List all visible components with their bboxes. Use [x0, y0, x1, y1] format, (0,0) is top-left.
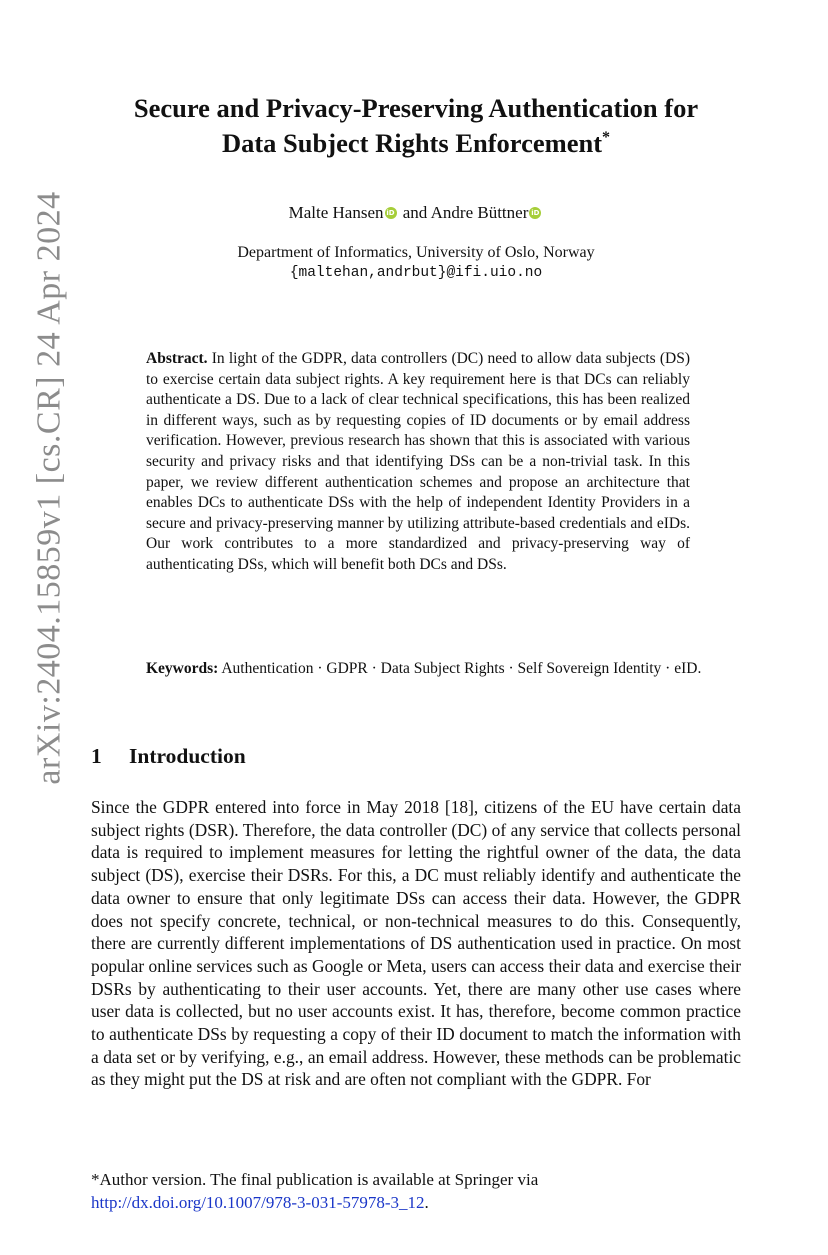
author-name: Malte Hansen — [288, 203, 384, 222]
orcid-icon[interactable]: iD — [386, 209, 395, 217]
footnote — [91, 1169, 741, 1214]
affiliation: Department of Informatics, University of Oslo, Norway — [237, 244, 595, 261]
author-list — [80, 202, 752, 224]
arxiv-identifier: arXiv:2404.15859v1 [cs.CR] 24 Apr 2024 — [31, 191, 68, 785]
introduction-paragraph: Since the GDPR entered into force in May 2018 [18], citizens of the EU have certain data subject rights (DSR). Therefore, the data controller (DC) of any service that collects personal data is required to implement measures for letting the rightful owner of the data, the data subject (DS), exercise their DSRs. For this, a DC must reliably identify and authenticate the data owner to ensure that only legitimate DSs can access their data. However, the GDPR does not specify concrete, technical, or non-technical measures to do this. Consequently, there are currently different implementations of DS authentication used in practice. On most popular online services such as Google or Meta, users can access their data and exercise their DSRs by authenticating to their user accounts. Yet, there are many other use cases where user data is collected, but no user accounts exist. It has, therefore, become common practice to authenticate DSs by requesting a copy of their ID document to match the information with a data set or by verifying, e.g., an email address. However, these methods can be problematic as they might put the DS at risk and are often not compliant with the GDPR. For — [91, 797, 741, 1090]
doi-link[interactable]: http://dx.doi.org/10.1007/978-3-031-57978-3_12 — [91, 1192, 425, 1212]
section-title: Introduction — [129, 744, 246, 768]
keywords-label: Keywords: — [146, 660, 219, 677]
abstract-text: In light of the GDPR, data controllers (DC) need to allow data subjects (DS) to exercise certain data subject rights. A key requirement here is that DCs can reliably authenticate a DS. Due to a lack of clear technical specifications, this has been realized in different ways, such as by requesting copies of ID documents or by email address verification. However, previous research has shown that this is associated with various security and privacy risks and that identifying DSs can be a non-trivial task. In this paper, we review different authentication schemes and propose an architecture that enables DCs to authenticate DSs with the help of independent Identity Providers in a secure and privacy-preserving manner by utilizing attribute-based credentials and eIDs. Our work contributes to a more standardized and privacy-preserving way of authenticating DSs, which will benefit both DCs and DSs. — [146, 350, 690, 573]
author-emails: {maltehan,andrbut}@ifi.uio.no — [289, 265, 543, 281]
arxiv-sidebar-stamp — [22, 160, 78, 816]
title-line-1: Secure and Privacy-Preserving Authentication for — [133, 93, 699, 123]
affiliation-block — [80, 243, 752, 283]
keywords — [146, 659, 706, 680]
footnote-text: *Author version. The final publication is available at Springer via — [91, 1170, 539, 1189]
title-line-2: Data Subject Rights Enforcement — [221, 128, 603, 158]
section-heading — [91, 742, 246, 770]
title-footnote-mark: * — [602, 129, 611, 147]
author-separator: and — [398, 203, 431, 222]
keywords-text: Authentication · GDPR · Data Subject Rights · Self Sovereign Identity · eID. — [218, 660, 702, 677]
footnote-period: . — [424, 1192, 429, 1212]
abstract-label: Abstract. — [146, 350, 208, 367]
paper-title — [80, 91, 752, 161]
author-name: Andre Büttner — [430, 203, 529, 222]
orcid-icon[interactable]: iD — [531, 209, 540, 217]
abstract — [146, 349, 690, 576]
section-number: 1 — [91, 744, 102, 768]
